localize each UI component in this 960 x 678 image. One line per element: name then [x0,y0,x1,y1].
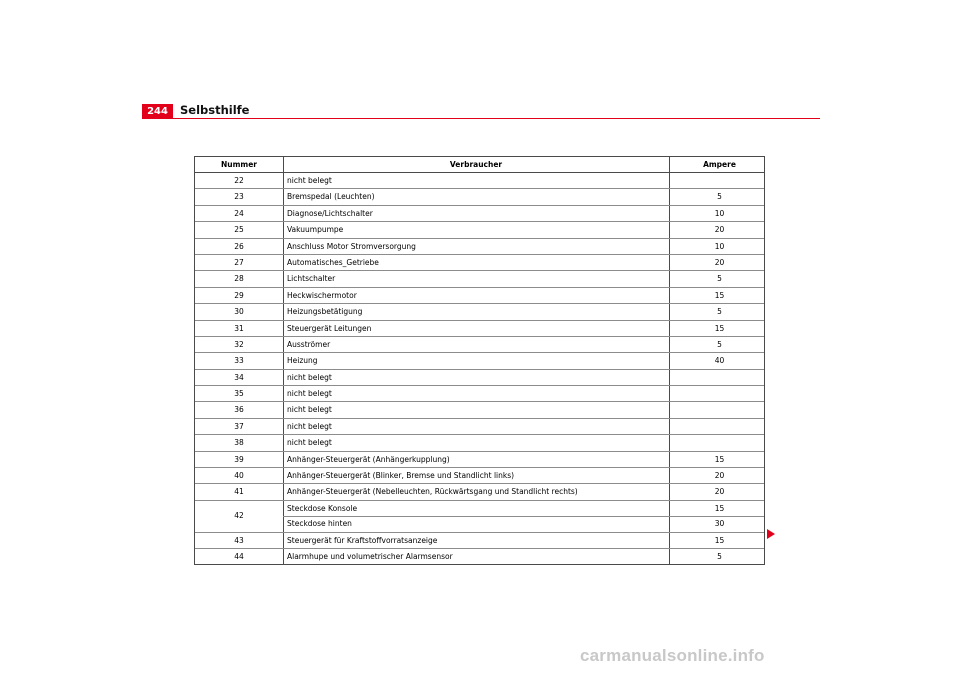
ampere-value: 15 [714,503,725,513]
table-row [195,501,764,533]
ampere-value: 5 [717,274,722,284]
ampere-value: 20 [714,487,725,497]
consumer-name: nicht belegt [287,176,332,185]
consumer-name: Automatisches_Getriebe [287,257,379,267]
consumer-name: nicht belegt [287,421,332,431]
table-body [195,173,764,564]
fuse-number: 33 [234,356,244,366]
consumer-name: Heizung [287,356,318,366]
fuse-number: 29 [234,290,244,300]
consumer-name: Steuergerät für Kraftstoffvorratsanzeige [287,535,438,545]
consumer-name: Diagnose/Lichtschalter [287,208,373,218]
ampere-value: 15 [714,323,725,333]
table-row [195,173,764,189]
table-subrow [283,516,764,531]
fuse-number: 32 [234,339,244,349]
page-number: 244 [147,106,168,117]
consumer-name: Heizungsbetätigung [287,307,363,317]
table-row [195,206,764,222]
fuse-number: 34 [234,372,244,382]
ampere-value: 30 [714,519,725,529]
table-row [195,484,764,500]
consumer-name: nicht belegt [287,389,332,399]
fuse-number: 22 [234,176,244,185]
consumer-name: Anhänger-Steuergerät (Anhängerkupplung) [287,454,450,464]
consumer-name: Bremspedal (Leuchten) [287,192,375,202]
consumer-name: Anhänger-Steuergerät (Blinker, Bremse und Standlicht links) [287,471,515,481]
ampere-value: 20 [714,257,725,267]
fuse-number: 44 [234,552,244,561]
ampere-value: 5 [717,307,722,317]
table-row [195,386,764,402]
page-number-badge [142,104,173,119]
fuse-number: 43 [234,535,244,545]
fuse-number: 35 [234,389,244,399]
table-row [195,353,764,369]
ampere-value: 5 [717,339,722,349]
consumer-name: Vakuumpumpe [287,225,344,235]
table-row [195,321,764,337]
table-row [195,337,764,353]
fuse-number: 42 [234,510,244,520]
table-subrow [283,501,764,517]
table-row [195,271,764,287]
header-ampere: Ampere [703,160,736,169]
page-title: Selbsthilfe [180,103,250,117]
ampere-value: 40 [714,356,725,366]
table-row [195,222,764,238]
header-nummer: Nummer [220,160,258,169]
consumer-name: Anschluss Motor Stromversorgung [287,241,416,251]
header-verbraucher: Verbraucher [449,160,503,169]
arrow-right-icon [767,529,775,539]
table-row [195,468,764,484]
ampere-value: 15 [714,535,725,545]
header-rule [142,118,820,119]
table-row [195,239,764,255]
table-row [195,370,764,386]
table-row [195,419,764,435]
fuse-table [194,156,765,565]
ampere-value: 10 [714,241,725,251]
table-row [195,255,764,271]
ampere-value: 20 [714,225,725,235]
fuse-number: 38 [234,438,244,448]
table-row [195,189,764,205]
fuse-number: 40 [234,471,244,481]
consumer-name: Steuergerät Leitungen [287,323,372,333]
fuse-number: 24 [234,208,244,218]
ampere-value: 20 [714,471,725,481]
table-row [195,533,764,549]
consumer-name: Ausströmer [287,339,331,349]
fuse-number: 36 [234,405,244,415]
fuse-number: 26 [234,241,244,251]
consumer-name: Heckwischermotor [287,290,357,300]
consumer-name: Alarmhupe und volumetrischer Alarmsensor [287,552,453,561]
table-row [195,435,764,451]
consumer-name: Anhänger-Steuergerät (Nebelleuchten, Rückwärtsgang und Standlicht rechts) [287,487,578,497]
fuse-number: 30 [234,307,244,317]
table-row [195,402,764,418]
consumer-name: Lichtschalter [287,274,336,284]
fuse-number: 27 [234,257,244,267]
consumer-name: Steckdose hinten [287,519,352,529]
fuse-number: 28 [234,274,244,284]
consumer-name: nicht belegt [287,438,332,448]
fuse-number: 41 [234,487,244,497]
table-row [195,304,764,320]
watermark: carmanualsonline.info [580,646,765,665]
fuse-number: 25 [234,225,244,235]
fuse-number: 23 [234,192,244,202]
fuse-number: 31 [234,323,244,333]
table-row [195,288,764,304]
consumer-name: nicht belegt [287,372,332,382]
consumer-name: nicht belegt [287,405,332,415]
ampere-value: 5 [717,192,722,202]
ampere-value: 5 [717,552,722,561]
table-header [195,157,764,173]
ampere-value: 15 [714,290,725,300]
fuse-number: 37 [234,421,244,431]
consumer-name: Steckdose Konsole [287,503,358,513]
fuse-number: 39 [234,454,244,464]
ampere-value: 15 [714,454,725,464]
table-row [195,549,764,564]
ampere-value: 10 [714,208,725,218]
table-row [195,452,764,468]
